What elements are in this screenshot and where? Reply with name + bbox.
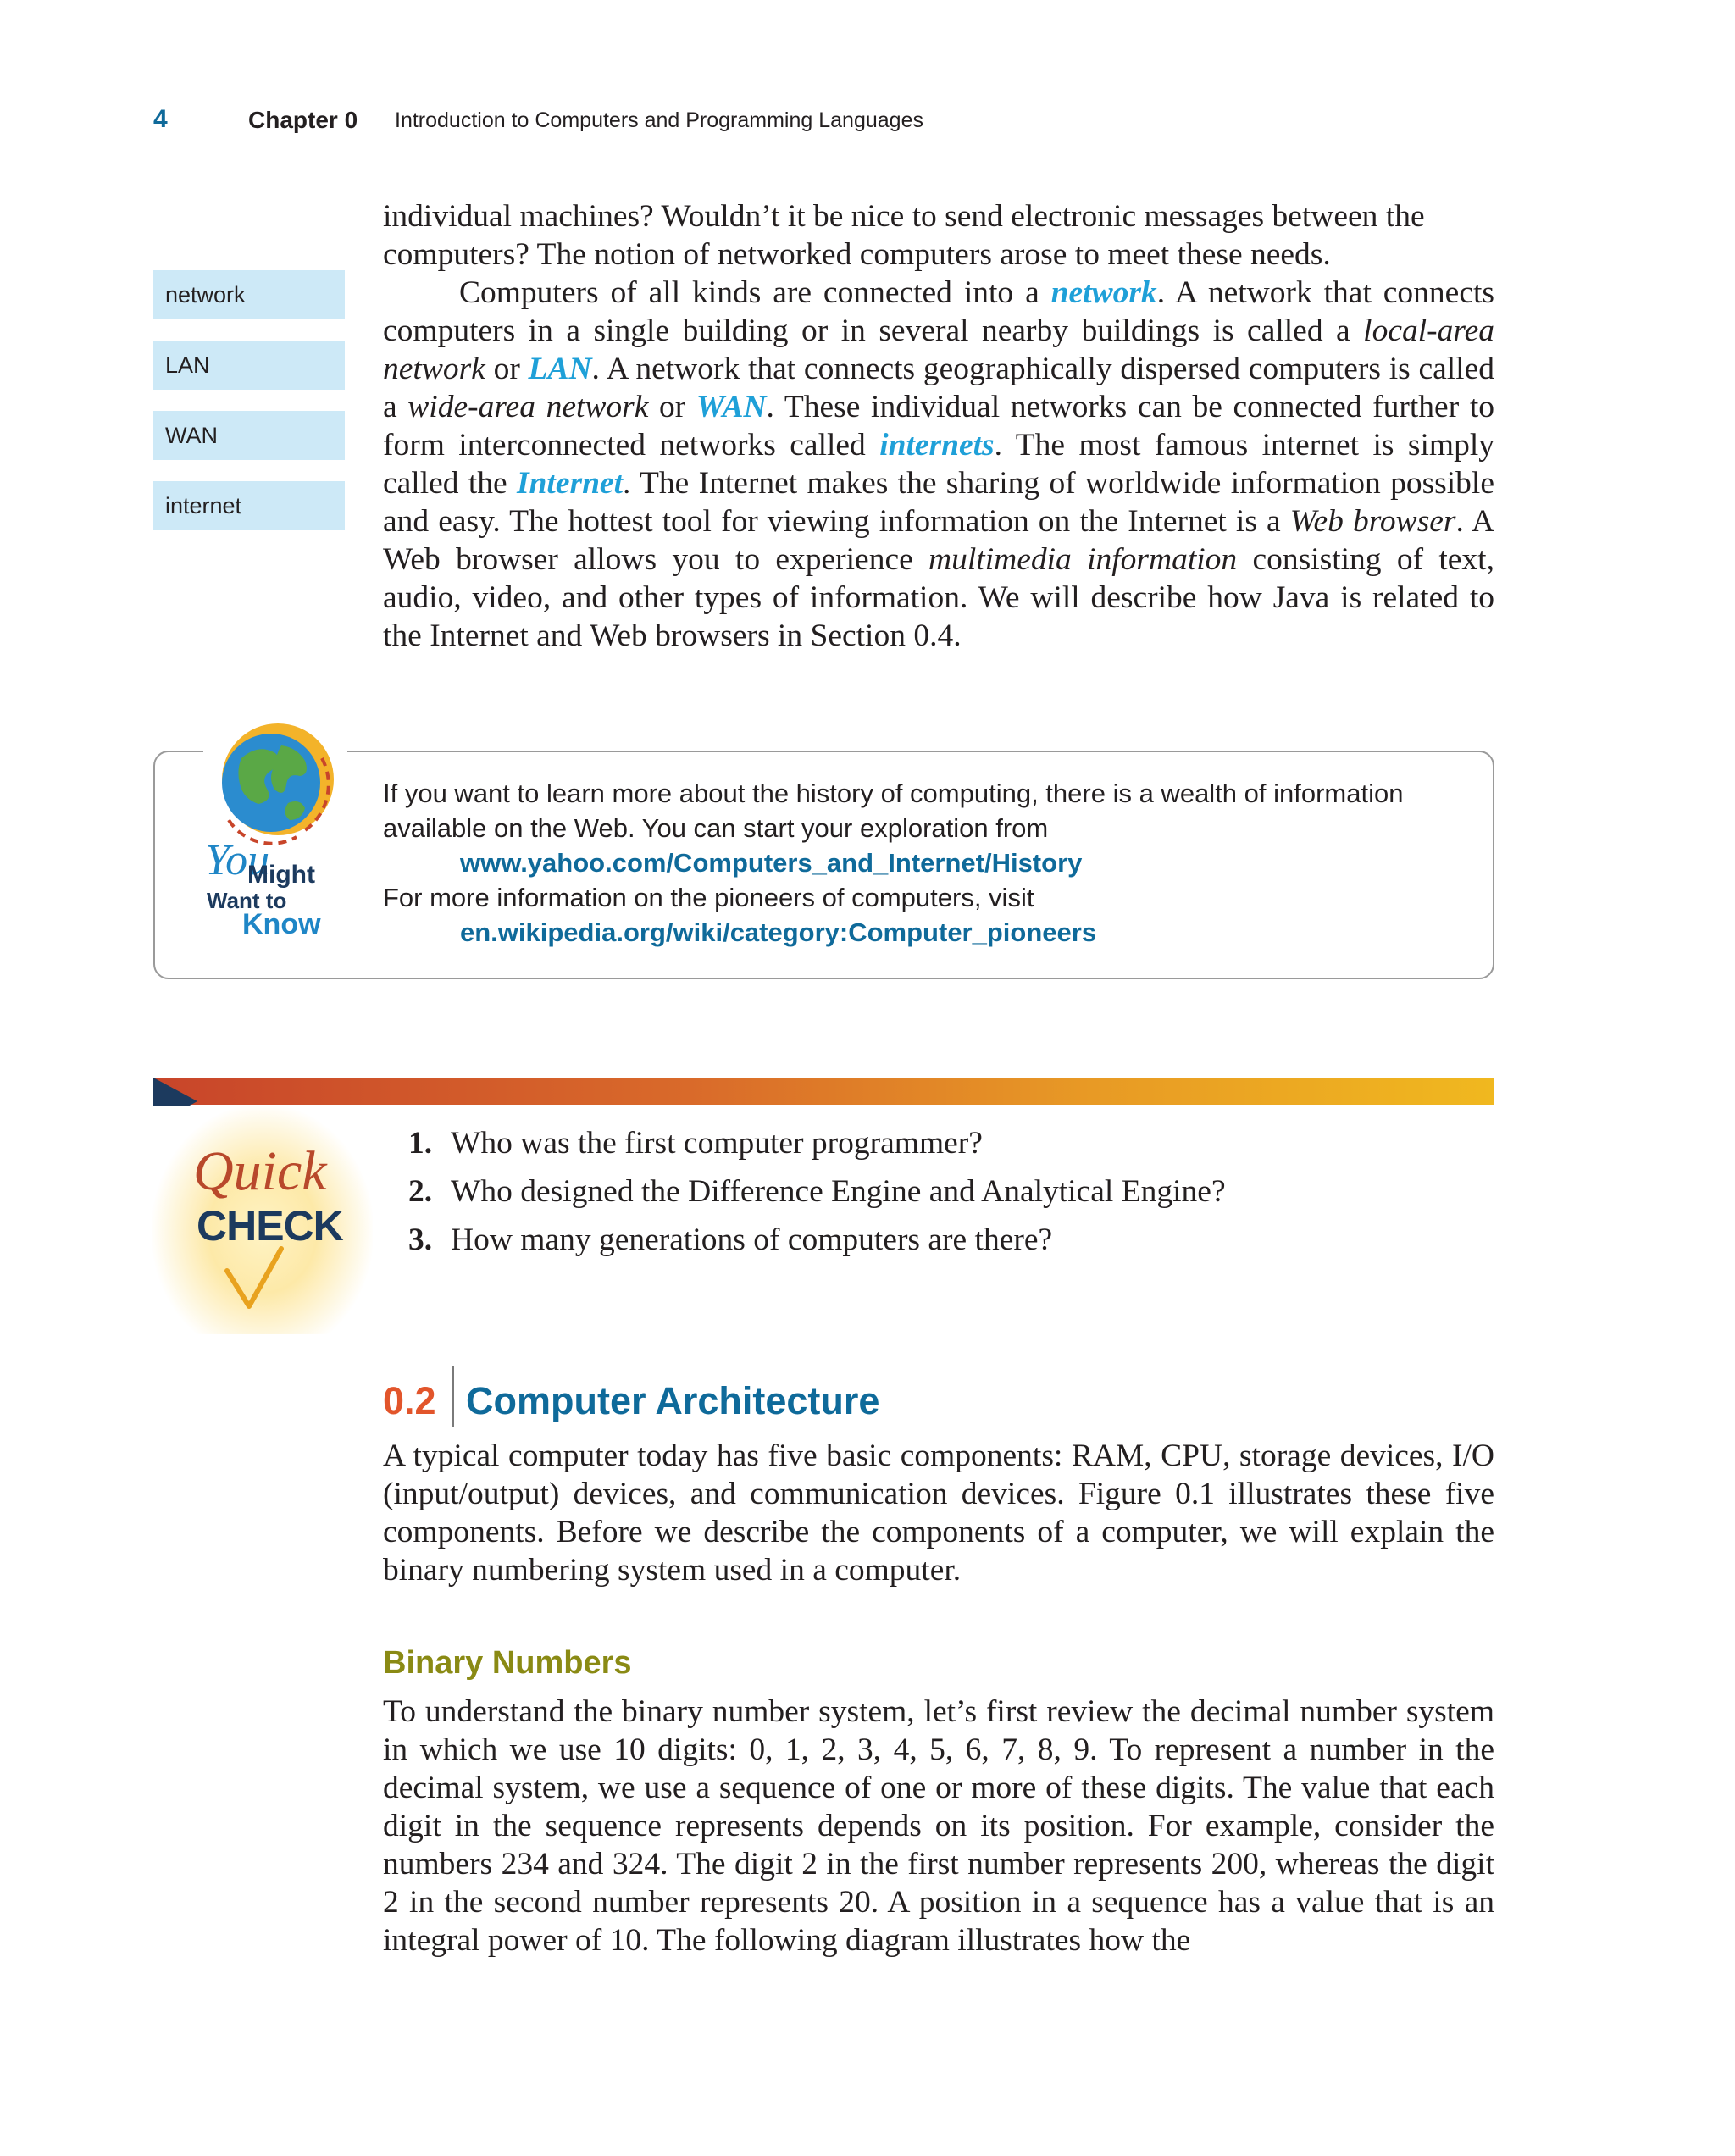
quick-check-question-3: 3. How many generations of computers are there?: [408, 1222, 1053, 1257]
binary-body: To understand the binary number system, let’s first review the decimal number system in which we use 10 digits: 0, 1, 2, 3, 4, 5, 6, 7, 8, 9. To represent a number in the decimal system, we use a sequence of one or more of these digits. The value that each digit in the sequence represents depends on its position. For example, consider the numbers 234 and 324. The digit 2 in the first number represents 200, whereas the digit 2 in the second number represents 20. A position in a sequence has a value that is an integral power of 10. The following diagram illustrates how the: [383, 1694, 1494, 1958]
svg-text:Want to: Want to: [207, 888, 287, 913]
quick-check-question-1: 1. Who was the first computer programmer?: [408, 1126, 983, 1161]
quick-check-title-quick: Quick: [193, 1140, 327, 1202]
quick-check-title-check: CHECK: [197, 1202, 343, 1250]
keyword-wan: WAN: [696, 390, 767, 424]
subsection-heading: Binary Numbers: [383, 1645, 632, 1681]
keyword-lan: LAN: [528, 352, 592, 386]
section-body: A typical computer today has five basic components: RAM, CPU, storage devices, I/O (input/output) devices, and communication devices. Figure 0.1 illustrates these five components. Before we describe the components of a computer, we will explain the binary numbering system used in a computer.: [383, 1438, 1494, 1588]
intro-paragraph: Computers of all kinds are connected into a network. A network that connects computers in a single building or in several nearby buildings is called a local-area network or LAN. A network that connects geographically dispersed computers is called a wide-area network or WAN. These individual networks can be connected further to form interconnected networks called internets. The most famous internet is simply called the Internet. The Internet makes the sharing of worldwide information possible and easy. The hottest tool for viewing information on the Internet is a Web browser. A Web browser allows you to experience multimedia information consisting of text, audio, video, and other types of information. We will describe how Java is related to the Internet and Web browsers in Section 0.4.: [383, 275, 1495, 653]
know-link-wikipedia[interactable]: en.wikipedia.org/wiki/category:Computer_pioneers: [460, 917, 1097, 947]
margin-term-internet: internet: [153, 481, 345, 530]
keyword-internet: Internet: [516, 466, 623, 501]
svg-text:Know: Know: [242, 908, 321, 940]
quick-check-bar: [153, 1078, 1494, 1105]
term-wide-area-network: wide-area network: [407, 390, 649, 424]
keyword-network: network: [1050, 275, 1157, 310]
svg-text:Might: Might: [247, 861, 315, 889]
term-multimedia-information: multimedia information: [928, 542, 1238, 577]
keyword-internets: internets: [879, 428, 995, 463]
know-line-2: available on the Web. You can start your exploration from: [383, 813, 1049, 843]
know-line-1: If you want to learn more about the history of computing, there is a wealth of information: [383, 779, 1404, 808]
chapter-label: Chapter 0: [248, 107, 358, 133]
checkmark-icon: [220, 1245, 288, 1313]
svg-text:You: You: [205, 836, 270, 884]
term-local-area-network: local-area network: [383, 313, 1494, 386]
globe-icon: [203, 712, 347, 949]
you-might-want-to-know-icon: [203, 712, 347, 949]
section-title: Computer Architecture: [466, 1379, 880, 1422]
intro-line-2: computers? The notion of networked computers arose to meet these needs.: [383, 237, 1331, 272]
margin-term-wan: WAN: [153, 411, 345, 460]
know-link-yahoo[interactable]: www.yahoo.com/Computers_and_Internet/History: [460, 848, 1083, 878]
intro-line-1: individual machines? Wouldn’t it be nice to send electronic messages between the: [383, 199, 1425, 234]
section-number: 0.2: [383, 1379, 436, 1422]
margin-term-lan: LAN: [153, 341, 345, 390]
margin-term-network: network: [153, 270, 345, 319]
term-web-browser: Web browser: [1289, 504, 1456, 539]
chapter-title: Introduction to Computers and Programming Languages: [395, 108, 923, 132]
know-line-3: For more information on the pioneers of computers, visit: [383, 883, 1034, 912]
page-number: 4: [153, 105, 168, 133]
quick-check-question-2: 2. Who designed the Difference Engine and Analytical Engine?: [408, 1174, 1226, 1209]
section-heading-rule: [452, 1366, 454, 1427]
